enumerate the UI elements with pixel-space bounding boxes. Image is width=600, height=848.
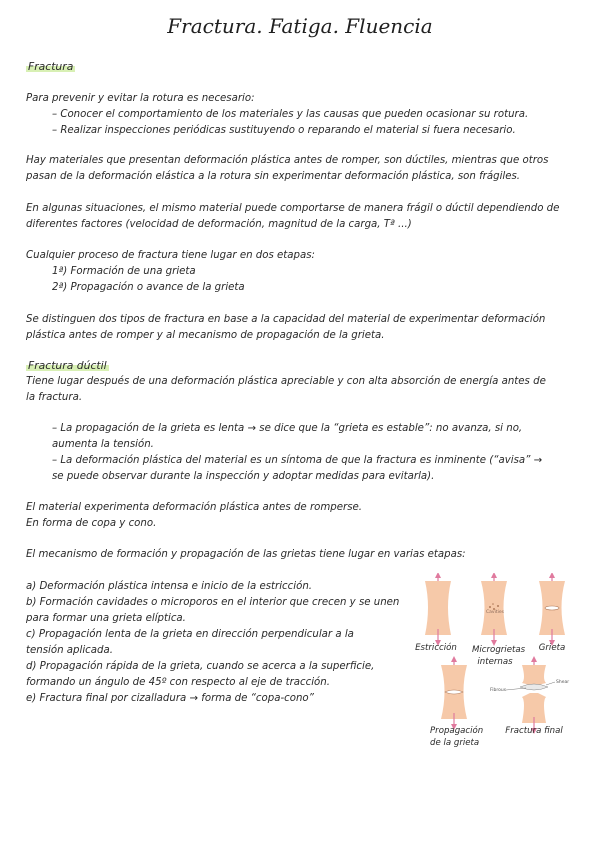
ductile-fracture-figure bbox=[415, 573, 578, 756]
cavities-label: Cavities bbox=[486, 610, 504, 615]
step-item: a) Deformación plástica intensa e inicio de la estricción. bbox=[26, 581, 313, 592]
text-line: plástica antes de romper y al mecanismo de propagación de la grieta. bbox=[26, 330, 385, 341]
bullet-item: – Realizar inspecciones periódicas sustituyendo o reparando el material si fuera necesario. bbox=[52, 125, 516, 136]
step-item: e) Fractura final por cizalladura → forma de “copa-cono” bbox=[26, 693, 314, 704]
text-line: El mecanismo de formación y propagación de las grietas tiene lugar en varias etapas: bbox=[26, 549, 466, 560]
step-item: formando un ángulo de 45º con respecto al eje de tracción. bbox=[26, 677, 330, 688]
bullet-item: se puede observar durante la inspección y adoptar medidas para evitarla). bbox=[52, 471, 435, 482]
stage-item: 2ª) Propagación o avance de la grieta bbox=[52, 282, 245, 293]
fibrous-label: Fibrous bbox=[490, 688, 507, 693]
caption-de-la-grieta: de la grieta bbox=[430, 738, 480, 748]
specimen-necking bbox=[425, 575, 451, 643]
caption-estriccion: Estricción bbox=[415, 643, 457, 653]
text-line: Cualquier proceso de fractura tiene lugar en dos etapas: bbox=[26, 250, 315, 261]
text-line: Para prevenir y evitar la rotura es necesario: bbox=[26, 93, 255, 104]
bullet-item: – La propagación de la grieta es lenta → se dice que la “grieta es estable”: no avanza, si no, bbox=[52, 423, 523, 434]
bullet-item: – Conocer el comportamiento de los materiales y las causas que pueden ocasionar su rotura. bbox=[52, 109, 529, 120]
caption-microgrietas: Microgrietas bbox=[472, 645, 526, 655]
step-item: para formar una grieta elíptica. bbox=[26, 613, 186, 624]
step-item: c) Propagación lenta de la grieta en dirección perpendicular a la bbox=[26, 629, 354, 640]
page-title: Fractura. Fatiga. Fluencia bbox=[167, 14, 433, 38]
step-item: tensión aplicada. bbox=[26, 645, 113, 656]
bullet-item: aumenta la tensión. bbox=[52, 439, 154, 450]
caption-propagacion: Propagación bbox=[430, 726, 484, 736]
text-line: la fractura. bbox=[26, 392, 83, 403]
specimen-crack-propagation bbox=[441, 659, 467, 727]
step-item: d) Propagación rápida de la grieta, cuando se acerca a la superficie, bbox=[26, 661, 375, 672]
specimen-final-fracture bbox=[490, 659, 569, 731]
caption-grieta: Grieta bbox=[538, 643, 566, 653]
specimen-microcracks bbox=[481, 575, 507, 643]
section-heading-fractura-ductil: Fractura dúctil bbox=[28, 359, 107, 372]
text-line: En forma de copa y cono. bbox=[26, 518, 157, 529]
text-line: En algunas situaciones, el mismo material puede comportarse de manera frágil o dúctil dependiendo de bbox=[26, 203, 560, 214]
caption-internas: internas bbox=[477, 657, 513, 667]
specimen-crack bbox=[539, 575, 565, 643]
text-line: diferentes factores (velocidad de deformación, magnitud de la carga, Tª ...) bbox=[26, 219, 412, 230]
text-line: Tiene lugar después de una deformación plástica apreciable y con alta absorción de energía antes de bbox=[26, 376, 546, 387]
step-item: b) Formación cavidades o microporos en el interior que crecen y se unen bbox=[26, 597, 400, 608]
text-line: pasan de la deformación elástica a la rotura sin experimentar deformación plástica, son frágiles. bbox=[26, 171, 521, 182]
section-heading-fractura: Fractura bbox=[28, 60, 74, 73]
text-line: Hay materiales que presentan deformación plástica antes de romper, son dúctiles, mientras que otros bbox=[26, 155, 549, 166]
text-line: Se distinguen dos tipos de fractura en base a la capacidad del material de experimentar deformación bbox=[26, 314, 546, 325]
bullet-item: – La deformación plástica del material es un síntoma de que la fractura es inminente (“avisa” → bbox=[52, 455, 543, 466]
stage-item: 1ª) Formación de una grieta bbox=[52, 266, 196, 277]
text-line: El material experimenta deformación plástica antes de romperse. bbox=[26, 502, 363, 513]
shear-label: Shear bbox=[556, 680, 570, 685]
caption-fractura-final: Fractura final bbox=[505, 726, 563, 736]
